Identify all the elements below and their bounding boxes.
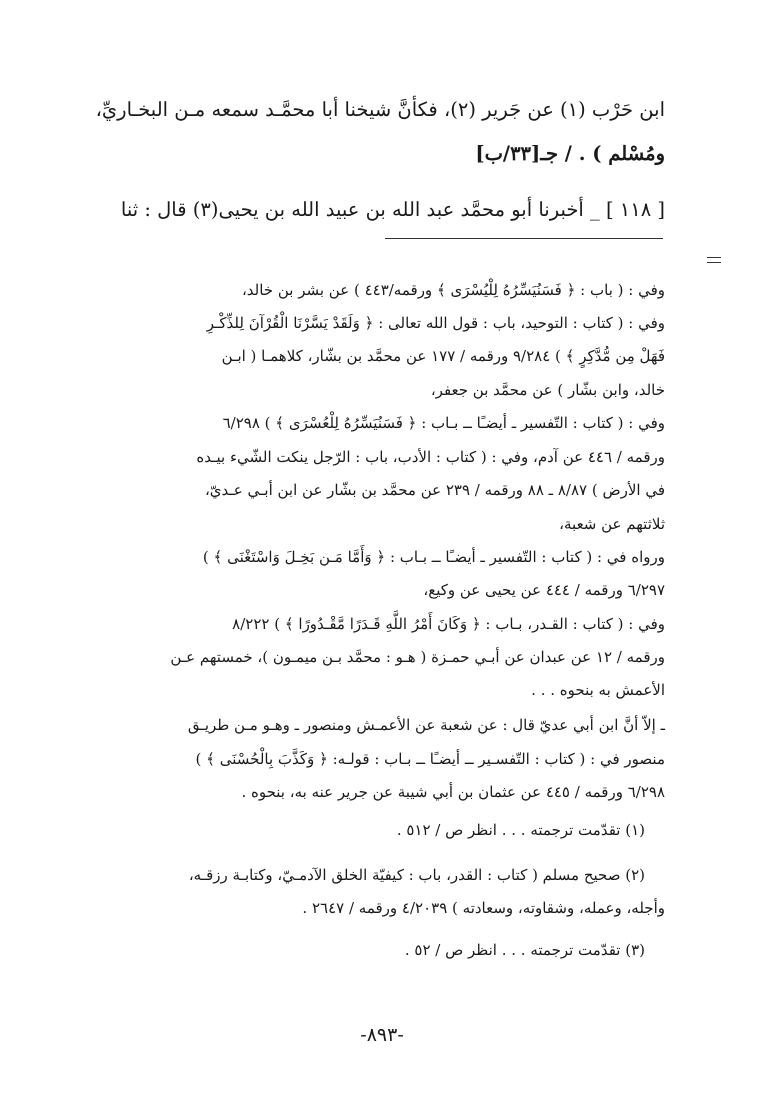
note-line-10: ٦/٢٩٧ ورقمه / ٤٤٤ عن يحيى عن وكيع،: [423, 581, 665, 599]
footnote-2-line-1: (٢) صحيح مسلم ( كتاب : القدر، باب : كيفيّة الخلق الآدمـيّ، وكتابـة رزقـه،: [188, 866, 645, 884]
separator-rule: [385, 238, 663, 239]
footnote-3: (٣) تقدّمت ترجمته . . . انظر ص / ٥٢ .: [404, 941, 645, 959]
note-line-6: ورقمه / ٤٤٦ عن آدم، وفي : ( كتاب : الأدب، باب : الرّجل ينكت الشّيء بيـده: [196, 448, 665, 466]
page-number: -٨٩٣-: [360, 1024, 404, 1046]
note-line-5: وفي : ( كتاب : التّفسير ـ أيضـًا ــ بـاب : ﴿ فَسَنُيَسِّرُهُ لِلْعُسْرَى ﴾ ) ٦/٢٩٨: [222, 414, 665, 432]
note-line-14: ـ إلاّ أنَّ ابن أبي عديّ قال : عن شعبة عن الأعمـش ومنصور ـ وهـو مـن طريـق: [187, 716, 665, 734]
note-line-15: منصور في : ( كتاب : التّفسـير ــ أيضـًا ــ بـاب : قولـه: ﴿ وَكَذَّبَ بِالْحُسْنَى ﴾ ): [195, 750, 665, 768]
footnote-1: (١) تقدّمت ترجمته . . . انظر ص / ٥١٢ .: [396, 821, 645, 839]
note-line-2: وفي : ( كتاب : التوحيد، باب : قول الله تعالى : ﴿ وَلَقَدْ يَسَّرْنَا الْقُرْآنَ لِلذِّكْـرِ: [206, 314, 665, 332]
main-line-3: [ ١١٨ ] _ أخبرنا أبو محمَّد عبد الله بن عبيد الله بن يحيى(٣) قال : ثنا: [120, 198, 665, 221]
margin-mark: [707, 257, 721, 263]
note-line-12: ورقمه / ١٢ عن عبدان عن أبـي حمـزة ( هـو : محمَّد بـن ميمـون )، خمستهم عـن: [170, 648, 665, 666]
note-line-11: وفي : ( كتاب : القـدر، بـاب : ﴿ وَكَانَ أَمْرُ اللَّهِ قَـدَرًا مَّقْـدُورًا ﴾ ) ٨/٢٢٢: [232, 615, 665, 633]
note-line-7: في الأرض ) ٨/٨٧ ـ ٨٨ ورقمه / ٢٣٩ عن محمَّد بن بشّار عن ابن أبـي عـديّ،: [204, 481, 665, 499]
note-line-16: ٦/٢٩٨ ورقمه / ٤٤٥ عن عثمان بن أبي شيبة عن جرير عنه به، بنحوه .: [241, 783, 665, 801]
note-line-8: ثلاثتهم عن شعبة،: [559, 515, 665, 533]
note-line-9: ورواه في : ( كتاب : التّفسير ـ أيضـًا ــ بـاب : ﴿ وَأَمَّا مَـن بَخِـلَ وَاسْتَغْنَى ﴾ ): [202, 548, 665, 566]
note-line-3: فَهَلْ مِن مُّدَّكِرٍ ﴾ ) ٩/٢٨٤ ورقمه / ١٧٧ عن محمَّد بن بشّار، كلاهمـا ( ابـن: [221, 347, 665, 365]
note-line-4: خالد، وابن بشّار ) عن محمَّد بن جعفر،: [430, 381, 665, 399]
note-line-1: وفي : ( باب : ﴿ فَسَنُيَسِّرُهُ لِلْيُسْرَى ﴾ ورقمه/٤٤٣ ) عن بشر بن خالد،: [241, 281, 665, 299]
main-line-1: ابن حَرْب (١) عن جَرير (٢)، فكأنَّ شيخنا أبا محمَّـد سمعه مـن البخـاريِّ،: [95, 98, 665, 121]
note-line-13: الأعمش به بنحوه . . .: [531, 681, 665, 699]
footnote-2-line-2: وأجله، وعمله، وشقاوته، وسعادته ) ٤/٢٠٣٩ ورقمه / ٢٦٤٧ .: [302, 899, 665, 917]
main-line-2: ومُسْلم ) . / جـ[٣٣/ب]: [475, 142, 665, 165]
